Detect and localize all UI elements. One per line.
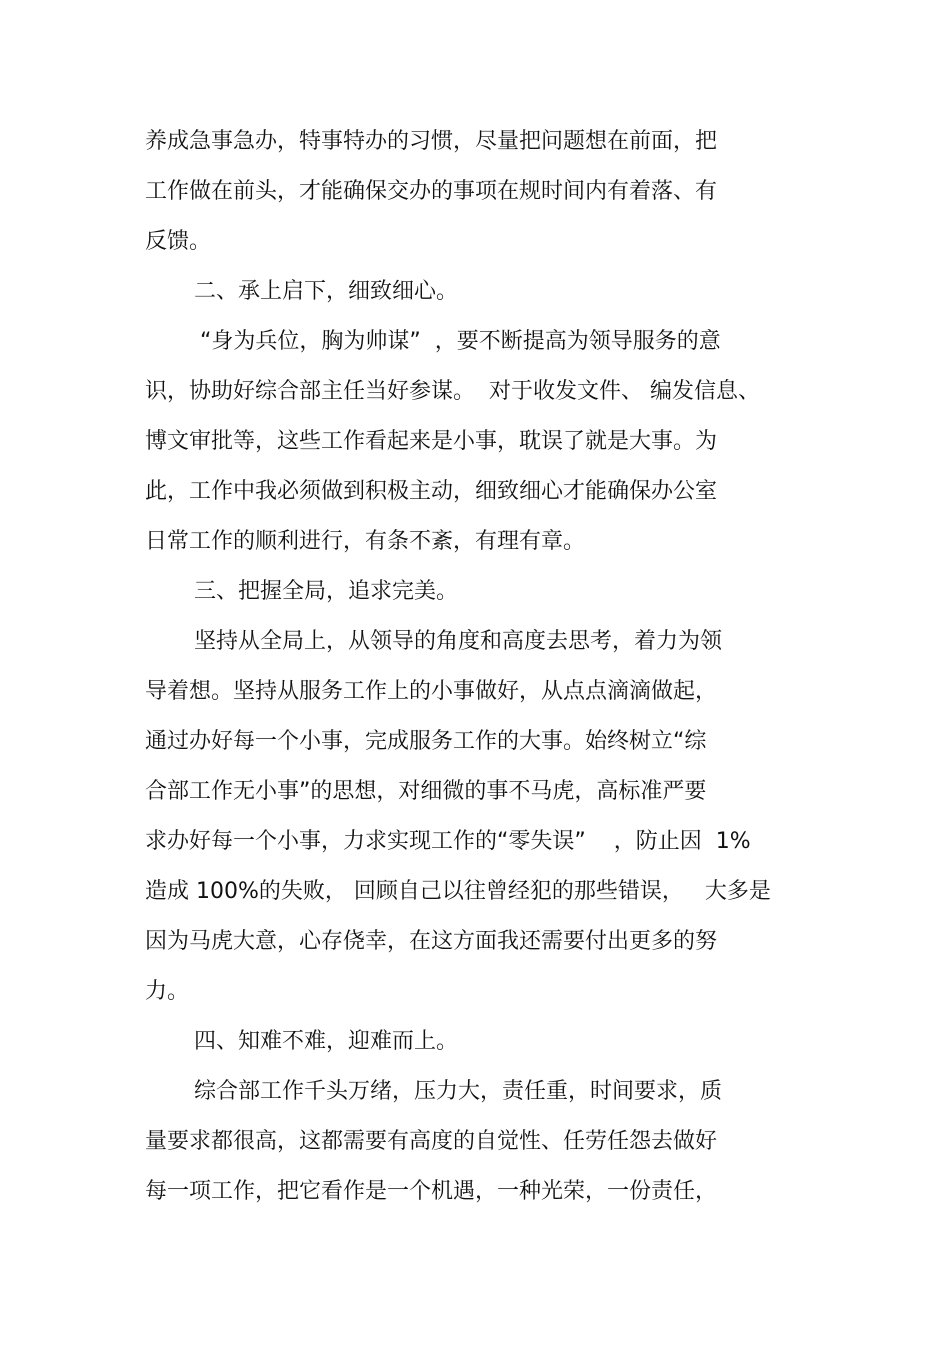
- body-line: 量要求都很高，这都需要有高度的自觉性、任劳任怨去做好: [145, 1129, 718, 1154]
- body-line: 反馈。: [145, 229, 212, 254]
- body-line: 此，工作中我必须做到积极主动，细致细心才能确保办公室: [145, 479, 718, 504]
- body-line: 综合部工作千头万绪，压力大，责任重，时间要求，质: [194, 1079, 723, 1104]
- body-line: 导着想。坚持从服务工作上的小事做好，从点点滴滴做起，: [145, 679, 718, 704]
- body-line: 力。: [145, 979, 190, 1004]
- section-heading: 三、把握全局，追求完美。: [194, 579, 459, 604]
- body-line: 坚持从全局上，从领导的角度和高度去思考，着力为领: [194, 629, 723, 654]
- body-line: 求办好每一个小事，力求实现工作的“零失误” ，防止因 1%: [145, 829, 751, 854]
- body-line: 因为马虎大意，心存侥幸，在这方面我还需要付出更多的努: [145, 929, 718, 954]
- section-heading: 二、承上启下，细致细心。: [194, 279, 459, 304]
- body-line: 造成 100%的失败， 回顾自己以往曾经犯的那些错误， 大多是: [145, 879, 771, 904]
- body-line: 通过办好每一个小事，完成服务工作的大事。始终树立“综: [145, 729, 707, 754]
- section-heading: 四、知难不难，迎难而上。: [194, 1029, 459, 1054]
- body-line: 合部工作无小事”的思想，对细微的事不马虎，高标准严要: [145, 779, 707, 804]
- body-line: 工作做在前头，才能确保交办的事项在规时间内有着落、有: [145, 179, 718, 204]
- body-line: 博文审批等，这些工作看起来是小事，耽误了就是大事。为: [145, 429, 718, 454]
- body-line: 养成急事急办，特事特办的习惯，尽量把问题想在前面，把: [145, 129, 718, 154]
- body-line: 日常工作的顺利进行，有条不紊，有理有章。: [145, 529, 586, 554]
- body-line: 识，协助好综合部主任当好参谋。 对于收发文件、 编发信息、: [145, 379, 760, 404]
- body-line: 每一项工作，把它看作是一个机遇，一种光荣，一份责任，: [145, 1179, 718, 1204]
- body-line: “身为兵位，胸为帅谋” ，要不断提高为领导服务的意: [200, 329, 721, 354]
